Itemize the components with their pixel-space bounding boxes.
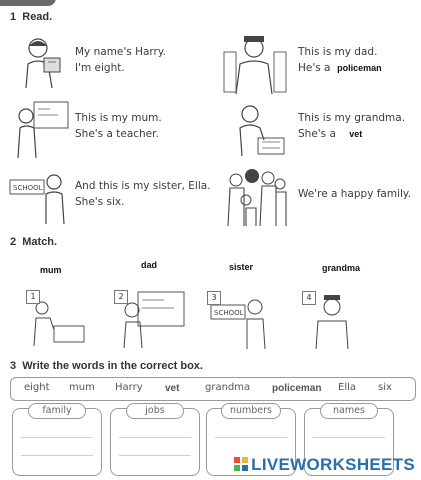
box-jobs[interactable] (110, 405, 200, 476)
picture-number-1: 1 (26, 290, 40, 304)
box-line (313, 437, 385, 438)
box-line (119, 437, 191, 438)
wordbank-harry: Harry (115, 382, 143, 393)
wordbank-eight: eight (24, 382, 50, 393)
section3-number: 3 (10, 360, 17, 372)
item-grandma-line1: This is my grandma. (298, 112, 406, 124)
section1-title: Read. (22, 11, 53, 23)
liveworksheets-text: LIVEWORKSHEETS (251, 455, 415, 474)
section2-title: Match. (22, 236, 58, 248)
svg-text:SCHOOL: SCHOOL (13, 184, 43, 192)
item-harry-line2: I'm eight. (75, 62, 125, 74)
item-dad (298, 44, 382, 76)
match-picture-4[interactable] (300, 289, 364, 351)
item-dad-line2: He's a (298, 62, 331, 74)
wordbank-policeman[interactable]: policeman (272, 383, 322, 394)
match-word-dad[interactable]: dad (141, 260, 158, 270)
match-picture-1[interactable] (24, 288, 90, 350)
header-tab (0, 0, 56, 6)
item-ella-line1: And this is my sister, Ella. (75, 180, 211, 192)
grandma-illustration (228, 100, 288, 160)
answer-policeman[interactable]: policeman (337, 63, 382, 73)
harry-illustration (10, 34, 70, 92)
match-word-grandma[interactable]: grandma (322, 263, 361, 273)
item-harry-line1: My name's Harry. (75, 46, 166, 58)
word-bank (10, 377, 416, 401)
box-family-label: family (28, 403, 86, 419)
match-picture-2[interactable] (112, 288, 186, 350)
section1-heading (10, 11, 52, 23)
dad-illustration (222, 32, 288, 96)
wordbank-ella: Ella (338, 382, 357, 393)
item-grandma-line2: She's a (298, 128, 336, 140)
liveworksheets-logo-icon (234, 457, 248, 471)
box-names-label: names (320, 403, 378, 419)
wordbank-mum: mum (69, 382, 95, 393)
item-grandma (298, 110, 405, 142)
item-mum-line1: This is my mum. (75, 112, 162, 124)
svg-text:SCHOOL: SCHOOL (214, 309, 244, 317)
ella-illustration (8, 170, 70, 226)
liveworksheets-watermark (234, 455, 415, 475)
item-mum-line2: She's a teacher. (75, 128, 159, 140)
answer-vet[interactable]: vet (349, 129, 363, 139)
section1-number: 1 (10, 11, 17, 23)
item-family (298, 186, 411, 202)
wordbank-vet[interactable]: vet (165, 383, 180, 394)
item-ella-line2: She's six. (75, 196, 125, 208)
box-line (215, 437, 287, 438)
box-line (119, 455, 191, 456)
match-word-sister[interactable]: sister (229, 262, 254, 272)
section3-title: Write the words in the correct box. (22, 360, 203, 372)
box-jobs-label: jobs (126, 403, 184, 419)
picture-number-2: 2 (114, 290, 128, 304)
match-word-mum[interactable]: mum (40, 265, 62, 275)
match-picture-3[interactable] (205, 289, 273, 351)
item-harry (75, 44, 166, 76)
item-family-line1: We're a happy family. (298, 188, 411, 200)
item-dad-line1: This is my dad. (298, 46, 378, 58)
section3-heading (10, 360, 203, 372)
section2-number: 2 (10, 236, 17, 248)
picture-number-4: 4 (302, 291, 316, 305)
item-mum (75, 110, 162, 142)
wordbank-six: six (378, 382, 392, 393)
mum-illustration (10, 100, 70, 160)
box-numbers-label: numbers (221, 403, 281, 419)
wordbank-grandma: grandma (205, 382, 251, 393)
box-family[interactable] (12, 405, 102, 476)
item-ella (75, 178, 211, 210)
picture-number-3: 3 (207, 291, 221, 305)
box-line (21, 437, 93, 438)
family-illustration (222, 166, 290, 228)
box-line (21, 455, 93, 456)
section2-heading (10, 236, 57, 248)
